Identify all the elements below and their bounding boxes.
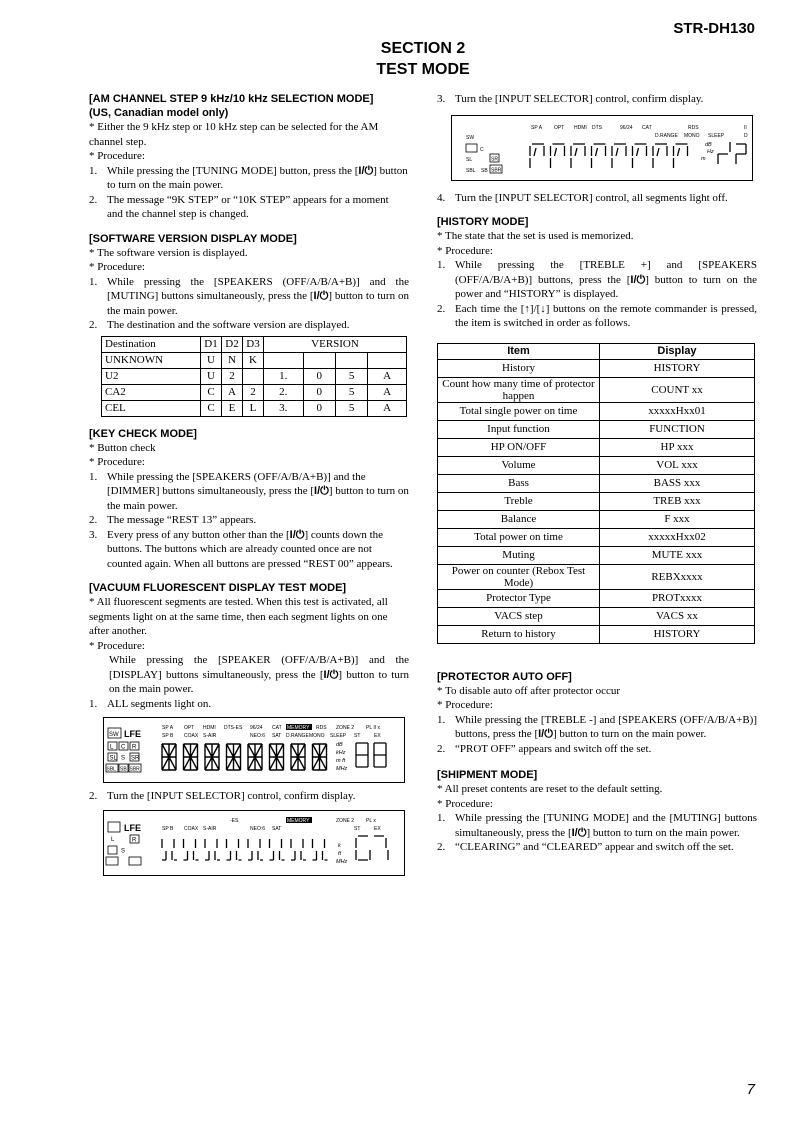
- svg-text:SW: SW: [109, 732, 119, 738]
- shipment-procedure: * Procedure:: [437, 797, 493, 810]
- unit-labels-3: [701, 142, 714, 162]
- segment-character: [205, 839, 220, 860]
- svg-text:LFE: LFE: [124, 822, 141, 833]
- history-display: F xxx: [600, 510, 755, 528]
- svg-text:S: S: [121, 755, 126, 762]
- svg-text:SAT: SAT: [272, 825, 282, 832]
- svg-text:L: L: [111, 836, 115, 843]
- svg-text:ZONE 2: ZONE 2: [336, 817, 355, 824]
- svg-text:dB: dB: [336, 742, 343, 748]
- indicator-labels-2: [162, 817, 381, 832]
- history-item: History: [438, 359, 600, 377]
- vfd-procedure: * Procedure:: [89, 639, 145, 652]
- svg-text:SAT: SAT: [272, 733, 282, 739]
- table-row: [438, 402, 755, 420]
- key-heading: [KEY CHECK MODE]: [89, 427, 197, 440]
- version-table-header: Destination D1 D2 D3 VERSION: [102, 336, 407, 352]
- power-symbol: I/⏻: [358, 164, 374, 177]
- svg-text:SLEEP: SLEEP: [330, 733, 347, 739]
- am-procedure: * Procedure:: [89, 150, 145, 162]
- svg-text:96/24: 96/24: [620, 124, 633, 131]
- segment-character: [270, 744, 284, 770]
- character-segments-2: [162, 839, 328, 860]
- svg-text:D.RANGE: D.RANGE: [286, 733, 309, 739]
- history-display: HISTORY: [600, 625, 755, 643]
- svg-text:MONO: MONO: [309, 733, 325, 739]
- svg-text:SL: SL: [109, 755, 117, 762]
- history-display: REBXxxxx: [600, 564, 755, 589]
- indicator-labels-3: [466, 125, 748, 174]
- history-item: VACS step: [438, 607, 600, 625]
- svg-text:NEO:6: NEO:6: [250, 733, 266, 739]
- sw-step-1: 1. While pressing the [SPEAKERS (OFF/A/B/A+B)] and the [MUTING] buttons simultaneously, press the [I/⏻] button to turn on the main power.: [89, 275, 409, 317]
- svg-text:LFE: LFE: [124, 729, 141, 739]
- history-display: xxxxxHxx01: [600, 402, 755, 420]
- segment-character: [551, 144, 565, 168]
- table-row: [438, 420, 755, 438]
- table-row: [438, 456, 755, 474]
- svg-text:HDMI: HDMI: [203, 725, 216, 731]
- svg-text:96/24: 96/24: [250, 725, 263, 731]
- sw-step-2: 2. The destination and the software version are displayed.: [89, 319, 350, 331]
- key-step-2: 2. The message “REST 13” appears.: [89, 514, 257, 526]
- table-row: [438, 589, 755, 607]
- history-step-2: 2. Each time the [↑]/[↓] buttons on the remote commander is pressed, the item is switched in order as follows.: [437, 302, 757, 329]
- vfd-display-pattern-1: [103, 810, 405, 876]
- svg-text:k: k: [338, 842, 341, 849]
- svg-text:RDS: RDS: [316, 725, 327, 731]
- shipment-heading: [SHIPMENT MODE]: [437, 769, 538, 781]
- table-row: [438, 492, 755, 510]
- svg-text:NEO:6: NEO:6: [250, 825, 266, 832]
- key-intro: * Button check: [89, 441, 156, 454]
- history-heading: [HISTORY MODE]: [437, 216, 529, 228]
- segment-character: [633, 144, 647, 168]
- svg-text:SR: SR: [491, 156, 498, 162]
- protector-step-2: 2. “PROT OFF” appears and switch off the set.: [437, 742, 652, 755]
- right-digits-2: [356, 836, 388, 860]
- segment-character: [270, 839, 285, 860]
- history-item: Protector Type: [438, 589, 600, 607]
- svg-text:D.RANGE: D.RANGE: [655, 132, 678, 139]
- segment-character: [291, 839, 306, 860]
- key-step-3: 3. Every press of any button other than the [I/⏻] counts down the buttons. The buttons which are already counted once are not counted again. When all buttons are pressed “REST 00” appears.: [89, 528, 393, 570]
- svg-text:C: C: [121, 744, 126, 751]
- vfd-step-2: 2. Turn the [INPUT SELECTOR] control, confirm display.: [89, 790, 356, 802]
- svg-text:OPT: OPT: [554, 124, 565, 131]
- segment-character: [674, 144, 688, 168]
- history-display: xxxxxHxx02: [600, 528, 755, 546]
- history-item: HP ON/OFF: [438, 438, 600, 456]
- svg-text:C: C: [480, 146, 484, 153]
- segment-character: [313, 744, 327, 770]
- svg-text:SP A: SP A: [162, 725, 174, 731]
- svg-text:SB: SB: [481, 167, 488, 174]
- svg-text:COAX: COAX: [184, 733, 199, 739]
- history-item: Power on counter (Rebox Test Mode): [438, 564, 600, 589]
- svg-text:L: L: [110, 744, 114, 751]
- table-row: [438, 546, 755, 564]
- section-number: SECTION 2: [380, 40, 466, 57]
- svg-text:SL: SL: [466, 156, 473, 163]
- table-row: [438, 528, 755, 546]
- history-table: [437, 343, 755, 644]
- table-row: [438, 564, 755, 589]
- svg-text:PL x: PL x: [366, 817, 376, 824]
- svg-text:SBR: SBR: [491, 167, 502, 173]
- history-procedure: * Procedure:: [437, 244, 493, 257]
- history-display: PROTxxxx: [600, 589, 755, 607]
- history-item: Total single power on time: [438, 402, 600, 420]
- svg-text:ft: ft: [338, 850, 342, 857]
- svg-text:CAT: CAT: [272, 725, 282, 731]
- history-item: Return to history: [438, 625, 600, 643]
- table-row: [438, 474, 755, 492]
- segment-character: [227, 744, 241, 770]
- segment-character: [313, 839, 328, 860]
- svg-text:MEMORY: MEMORY: [287, 817, 310, 824]
- svg-text:S-AIR: S-AIR: [203, 825, 217, 832]
- svg-text:OPT: OPT: [184, 725, 195, 731]
- protector-intro: * To disable auto off after protector occur: [437, 684, 621, 697]
- svg-text:SW: SW: [466, 134, 475, 141]
- protector-heading: [PROTECTOR AUTO OFF]: [437, 670, 572, 683]
- svg-text:DTS-ES: DTS-ES: [224, 725, 243, 731]
- svg-text:MEMORY: MEMORY: [287, 725, 310, 731]
- segment-character: [612, 144, 626, 168]
- left-column: [89, 92, 409, 882]
- right-digits: [356, 743, 386, 767]
- segment-character: [592, 144, 606, 168]
- svg-text:DTS: DTS: [592, 124, 602, 131]
- svg-text:PL II x: PL II x: [366, 725, 380, 731]
- vfd-display-all-segments: [103, 717, 405, 783]
- key-procedure: * Procedure:: [89, 456, 145, 468]
- svg-text:MHz: MHz: [336, 766, 348, 772]
- history-display: BASS xxx: [600, 474, 755, 492]
- protector-procedure: * Procedure:: [437, 699, 493, 711]
- table-row: [438, 607, 755, 625]
- svg-text:Hz: Hz: [707, 148, 714, 155]
- segment-character: [184, 744, 198, 770]
- table-row: [438, 359, 755, 377]
- segment-character: [248, 744, 262, 770]
- unit-labels-2: [336, 843, 348, 865]
- svg-text:m ft: m ft: [336, 758, 346, 764]
- right-column: [437, 92, 757, 855]
- vfd-intro: * All fluorescent segments are tested. When this test is activated, all segments light on at the same time, then each segment lights on one after another.: [89, 596, 388, 637]
- svg-text:dB: dB: [705, 141, 712, 148]
- svg-text:SP A: SP A: [531, 124, 543, 131]
- segment-character: [530, 144, 544, 168]
- key-step-1: 1. While pressing the [SPEAKERS (OFF/A/B/A+B)] and the [DIMMER] buttons simultaneously, press the [I/⏻] button to turn on the main power.: [89, 470, 409, 512]
- speaker-indicators: [106, 728, 141, 773]
- history-display: VACS xx: [600, 607, 755, 625]
- history-display: FUNCTION: [600, 420, 755, 438]
- segment-character: [162, 744, 176, 770]
- svg-text:II: II: [744, 124, 747, 131]
- vfd-procedure-text: While pressing the [SPEAKER (OFF/A/B/A+B)] and the [DISPLAY] buttons simultaneously, press the [I/⏻] button to turn on the main power.: [109, 654, 409, 695]
- am-step-1: 1. While pressing the [TUNING MODE] button, press the [I/⏻] button to turn on the main power.: [89, 164, 408, 191]
- svg-text:ZONE 2: ZONE 2: [336, 725, 355, 731]
- am-step-2: 2. The message “9K STEP” or “10K STEP” appears for a moment and the channel step is changed.: [89, 193, 389, 220]
- svg-text:SP B: SP B: [162, 825, 174, 832]
- segment-character: [653, 144, 667, 168]
- history-table-header: Item Display: [438, 343, 755, 359]
- section-heading: [0, 38, 793, 80]
- svg-text:RDS: RDS: [688, 124, 699, 131]
- svg-text:MONO: MONO: [684, 132, 700, 139]
- character-segments: [162, 744, 327, 770]
- svg-text:R: R: [132, 837, 137, 843]
- svg-text:kHz: kHz: [336, 750, 346, 756]
- vfd-step-3: 3. Turn the [INPUT SELECTOR] control, confirm display.: [437, 93, 704, 105]
- svg-text:EX: EX: [374, 733, 381, 739]
- segment-character: [184, 839, 199, 860]
- sw-intro: * The software version is displayed.: [89, 246, 248, 259]
- history-item: Balance: [438, 510, 600, 528]
- table-row: CA2 C A 2 2. 0 5 A: [102, 384, 407, 400]
- history-item: Total power on time: [438, 528, 600, 546]
- am-intro: * Either the 9 kHz step or 10 kHz step can be selected for the AM channel step.: [89, 121, 379, 148]
- svg-text:D: D: [744, 132, 748, 139]
- table-row: [438, 510, 755, 528]
- indicator-labels: [162, 724, 381, 739]
- table-row: [438, 625, 755, 643]
- page-title: TEST MODE: [376, 61, 470, 78]
- table-row: [438, 438, 755, 456]
- model-number: STR-DH130: [673, 20, 755, 37]
- svg-text:ST: ST: [354, 733, 361, 739]
- vfd-heading: [VACUUM FLUORESCENT DISPLAY TEST MODE]: [89, 582, 347, 594]
- svg-text:S-AIR: S-AIR: [203, 733, 217, 739]
- version-table: [101, 336, 407, 417]
- speaker-indicators-2: [106, 822, 141, 865]
- history-intro: * The state that the set is used is memorized.: [437, 230, 634, 242]
- history-display: MUTE xxx: [600, 546, 755, 564]
- svg-text:ST: ST: [354, 825, 361, 832]
- history-item: Muting: [438, 546, 600, 564]
- svg-text:SBL: SBL: [466, 167, 476, 174]
- segment-character: [162, 839, 177, 860]
- segment-character: [205, 744, 219, 770]
- history-display: VOL xxx: [600, 456, 755, 474]
- svg-text:-ES: -ES: [230, 817, 239, 824]
- history-item: Input function: [438, 420, 600, 438]
- svg-text:SBL: SBL: [106, 766, 116, 773]
- vfd-step-1: 1. ALL segments light on.: [89, 697, 212, 710]
- am-heading: [AM CHANNEL STEP 9 kHz/10 kHz SELECTION MODE]: [89, 93, 374, 105]
- svg-text:SLEEP: SLEEP: [708, 132, 725, 139]
- segment-character: [571, 144, 585, 168]
- svg-text:R: R: [132, 744, 137, 751]
- svg-text:HDMI: HDMI: [574, 124, 587, 131]
- table-row: [438, 377, 755, 402]
- segment-character: [248, 839, 263, 860]
- history-display: TREB xxx: [600, 492, 755, 510]
- svg-text:SR: SR: [131, 755, 140, 762]
- svg-text:m: m: [701, 155, 706, 162]
- character-segments-3: [530, 144, 688, 168]
- svg-text:SP B: SP B: [162, 733, 174, 739]
- history-display: HP xxx: [600, 438, 755, 456]
- sw-procedure: * Procedure:: [89, 261, 145, 273]
- segment-character: [291, 744, 305, 770]
- svg-text:MHz: MHz: [336, 858, 348, 865]
- shipment-step-2: 2. “CLEARING” and “CLEARED” appear and switch off the set.: [437, 841, 734, 853]
- table-row: CEL C E L 3. 0 5 A: [102, 400, 407, 416]
- am-subheading: (US, Canadian model only): [89, 107, 229, 119]
- svg-text:CAT: CAT: [642, 124, 652, 131]
- history-item: Bass: [438, 474, 600, 492]
- svg-text:SBR: SBR: [129, 766, 140, 773]
- segment-character: [227, 839, 242, 860]
- unit-labels: [336, 742, 348, 772]
- history-step-1: 1. While pressing the [TREBLE +] and [SPEAKERS (OFF/A/B/A+B)] buttons, press the [I/⏻] button to turn on the power and “HISTORY” is displayed.: [437, 259, 757, 300]
- vfd-step-4: 4. Turn the [INPUT SELECTOR] control, all segments light off.: [437, 191, 728, 204]
- table-row: U2 U 2 1. 0 5 A: [102, 368, 407, 384]
- shipment-step-1: 1. While pressing the [TUNING MODE] and the [MUTING] buttons simultaneously, press the [I/⏻] button to turn on the main power.: [437, 812, 757, 839]
- history-item: Volume: [438, 456, 600, 474]
- history-item: Count how many time of protector happen: [438, 377, 600, 402]
- vfd-display-pattern-2: [451, 115, 753, 181]
- sw-heading: [SOFTWARE VERSION DISPLAY MODE]: [89, 232, 297, 245]
- history-display: COUNT xx: [600, 377, 755, 402]
- right-digits-3: [718, 142, 746, 164]
- table-row: UNKNOWN U N K: [102, 352, 407, 368]
- page-number: 7: [746, 1081, 755, 1098]
- svg-text:SB: SB: [120, 766, 127, 773]
- shipment-intro: * All preset contents are reset to the default setting.: [437, 783, 663, 795]
- svg-text:COAX: COAX: [184, 825, 199, 832]
- svg-text:EX: EX: [374, 825, 381, 832]
- history-item: Treble: [438, 492, 600, 510]
- svg-text:S: S: [121, 848, 126, 854]
- protector-step-1: 1. While pressing the [TREBLE -] and [SPEAKERS (OFF/A/B/A+B)] buttons, press the [I/⏻] button to turn on the main power.: [437, 713, 757, 740]
- history-display: HISTORY: [600, 359, 755, 377]
